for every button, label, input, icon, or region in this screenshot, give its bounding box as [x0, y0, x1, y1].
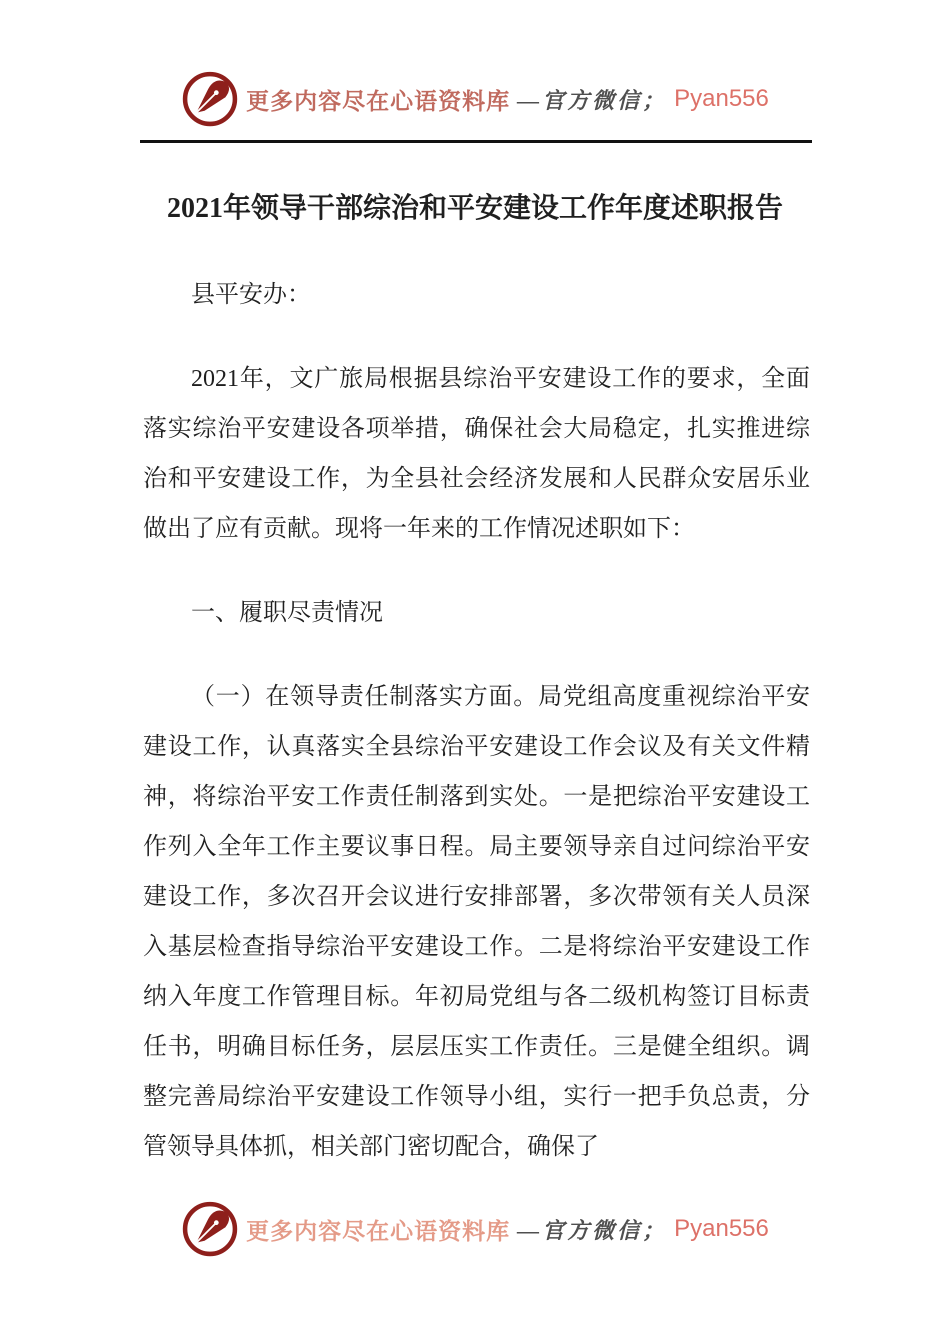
header-wechat-id: Pyan556	[674, 85, 769, 112]
footer-wechat-id: Pyan556	[674, 1215, 769, 1242]
pen-nib-logo-icon	[181, 70, 239, 128]
header-divider	[140, 140, 812, 143]
pen-nib-logo-icon	[181, 1200, 239, 1258]
page-title: 2021年领导干部综治和平安建设工作年度述职报告	[166, 193, 783, 224]
header-wechat-label: —官方微信；	[517, 87, 668, 113]
body-paragraph: （一）在领导责任制落实方面。局党组高度重视综治平安建设工作，认真落实全县综治平安建设工作会议及有关文件精神，将综治平安工作责任制落到实处。一是把综治平安建设工作列入全年工作主要议事日程。局主要领导亲自过问综治平安建设工作，多次召开会议进行安排部署，多次带领有关人员深入基层检查指导综治平安建设工作。二是将综治平安建设工作纳入年度工作管理目标。年初局党组与各二级机构签订目标责任书，明确目标任务，层层压实工作责任。三是健全组织。调整完善局综治平安建设工作领导小组，实行一把手负总责，分管领导具体抓，相关部门密切配合，确保了	[143, 684, 810, 1160]
salutation: 县平安办：	[191, 282, 311, 308]
intro-paragraph: 2021年，文广旅局根据县综治平安建设工作的要求，全面落实综治平安建设各项举措，确保社会大局稳定，扎实推进综治和平安建设工作，为全县社会经济发展和人民群众安居乐业做出了应有贡献。现将一年来的工作情况述职如下：	[143, 366, 810, 542]
header-watermark	[0, 70, 950, 128]
document-body	[143, 270, 810, 1206]
footer-wechat-label: —官方微信；	[517, 1217, 668, 1243]
header-brand-text: 更多内容尽在心语资料库	[246, 88, 511, 114]
footer-brand-text: 更多内容尽在心语资料库	[246, 1218, 511, 1244]
section-heading: 一、履职尽责情况	[191, 600, 383, 626]
footer-watermark	[0, 1200, 950, 1258]
